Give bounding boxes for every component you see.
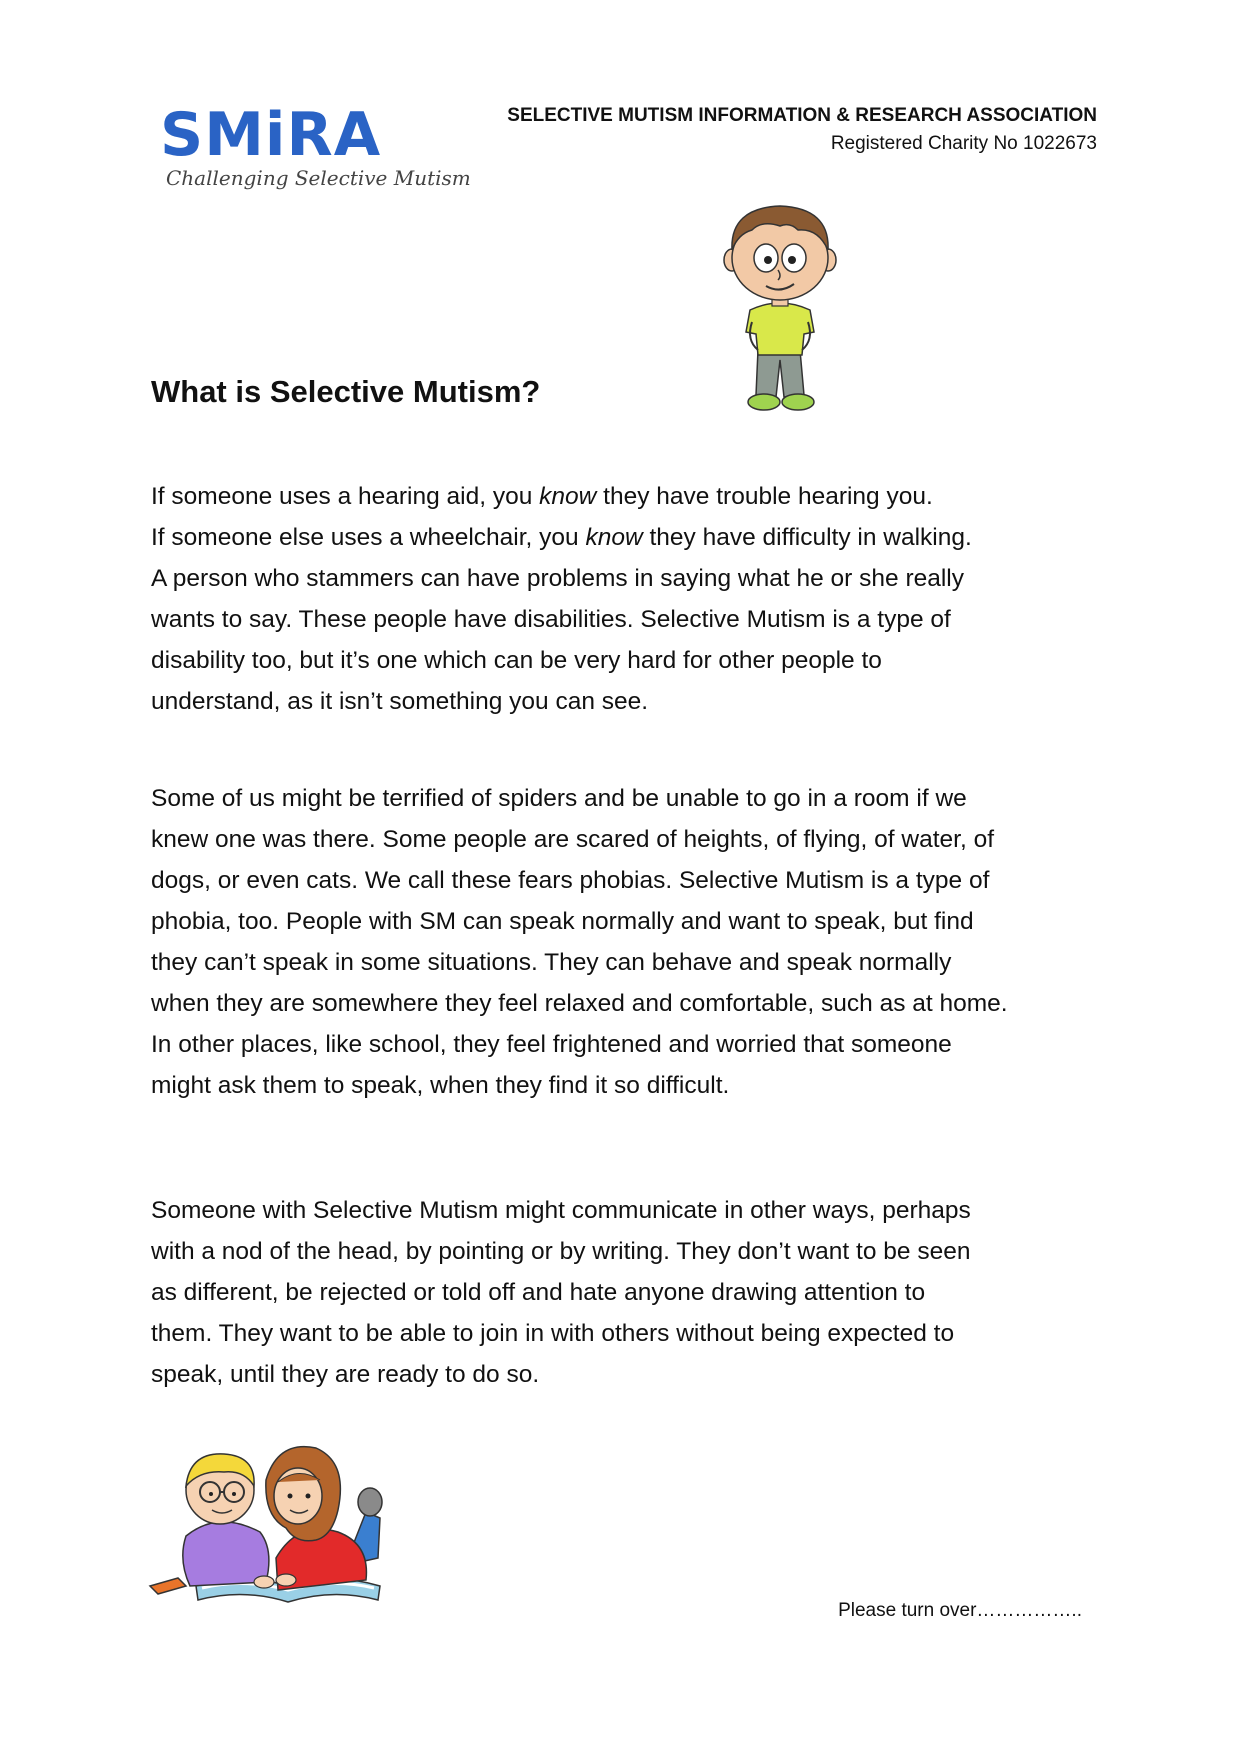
- text-line: might ask them to speak, when they find it so difficult.: [151, 1072, 730, 1099]
- organisation-info: [507, 103, 1097, 159]
- text-line: as different, be rejected or told off and hate anyone drawing attention to: [151, 1279, 926, 1306]
- text-line: when they are somewhere they feel relaxed and comfortable, such as at home.: [151, 990, 1008, 1017]
- paragraph-communication: [151, 1190, 1106, 1395]
- emphasis-know: know: [585, 524, 643, 551]
- text-run: If someone uses a hearing aid, you: [151, 483, 540, 510]
- text-line: speak, until they are ready to do so.: [151, 1361, 540, 1388]
- text-line: with a nod of the head, by pointing or by writing. They don’t want to be seen: [151, 1238, 971, 1265]
- text-line: phobia, too. People with SM can speak normally and want to speak, but find: [151, 908, 974, 935]
- children-reading-illustration: [148, 1440, 418, 1610]
- text-line: A person who stammers can have problems in saying what he or she really: [151, 565, 964, 592]
- text-run: If someone else uses a wheelchair, you: [151, 524, 586, 551]
- text-line: understand, as it isn’t something you can see.: [151, 688, 649, 715]
- text-line: disability too, but it’s one which can be very hard for other people to: [151, 647, 882, 674]
- paragraph-phobias: [151, 778, 1106, 1106]
- boy-cartoon-illustration: [710, 200, 850, 420]
- organisation-name: SELECTIVE MUTISM INFORMATION & RESEARCH ASSOCIATION: [507, 105, 1097, 126]
- page-title: What is Selective Mutism?: [151, 374, 541, 409]
- text-line: Someone with Selective Mutism might communicate in other ways, perhaps: [151, 1197, 971, 1224]
- text-line: dogs, or even cats. We call these fears phobias. Selective Mutism is a type of: [151, 867, 990, 894]
- smira-logo: [160, 100, 471, 200]
- text-line: them. They want to be able to join in with others without being expected to: [151, 1320, 955, 1347]
- logo-tagline: Challenging Selective Mutism: [166, 166, 471, 190]
- text-run: they have trouble hearing you.: [596, 483, 933, 510]
- emphasis-know: know: [539, 483, 597, 510]
- text-line: [151, 476, 1106, 517]
- paragraph-hearing-wheelchair: [151, 476, 1106, 722]
- text-run: they have difficulty in walking.: [642, 524, 972, 551]
- text-line: [151, 517, 1106, 558]
- charity-number: Registered Charity No 1022673: [830, 133, 1097, 154]
- text-line: they can’t speak in some situations. They can behave and speak normally: [151, 949, 952, 976]
- text-line: knew one was there. Some people are scared of heights, of flying, of water, of: [151, 826, 995, 853]
- text-line: wants to say. These people have disabilities. Selective Mutism is a type of: [151, 606, 951, 633]
- text-line: In other places, like school, they feel frightened and worried that someone: [151, 1031, 952, 1058]
- turn-over-note: Please turn over……………..: [838, 1600, 1082, 1621]
- text-line: Some of us might be terrified of spiders and be unable to go in a room if we: [151, 785, 967, 812]
- logo-wordmark: SMiRA: [160, 100, 382, 170]
